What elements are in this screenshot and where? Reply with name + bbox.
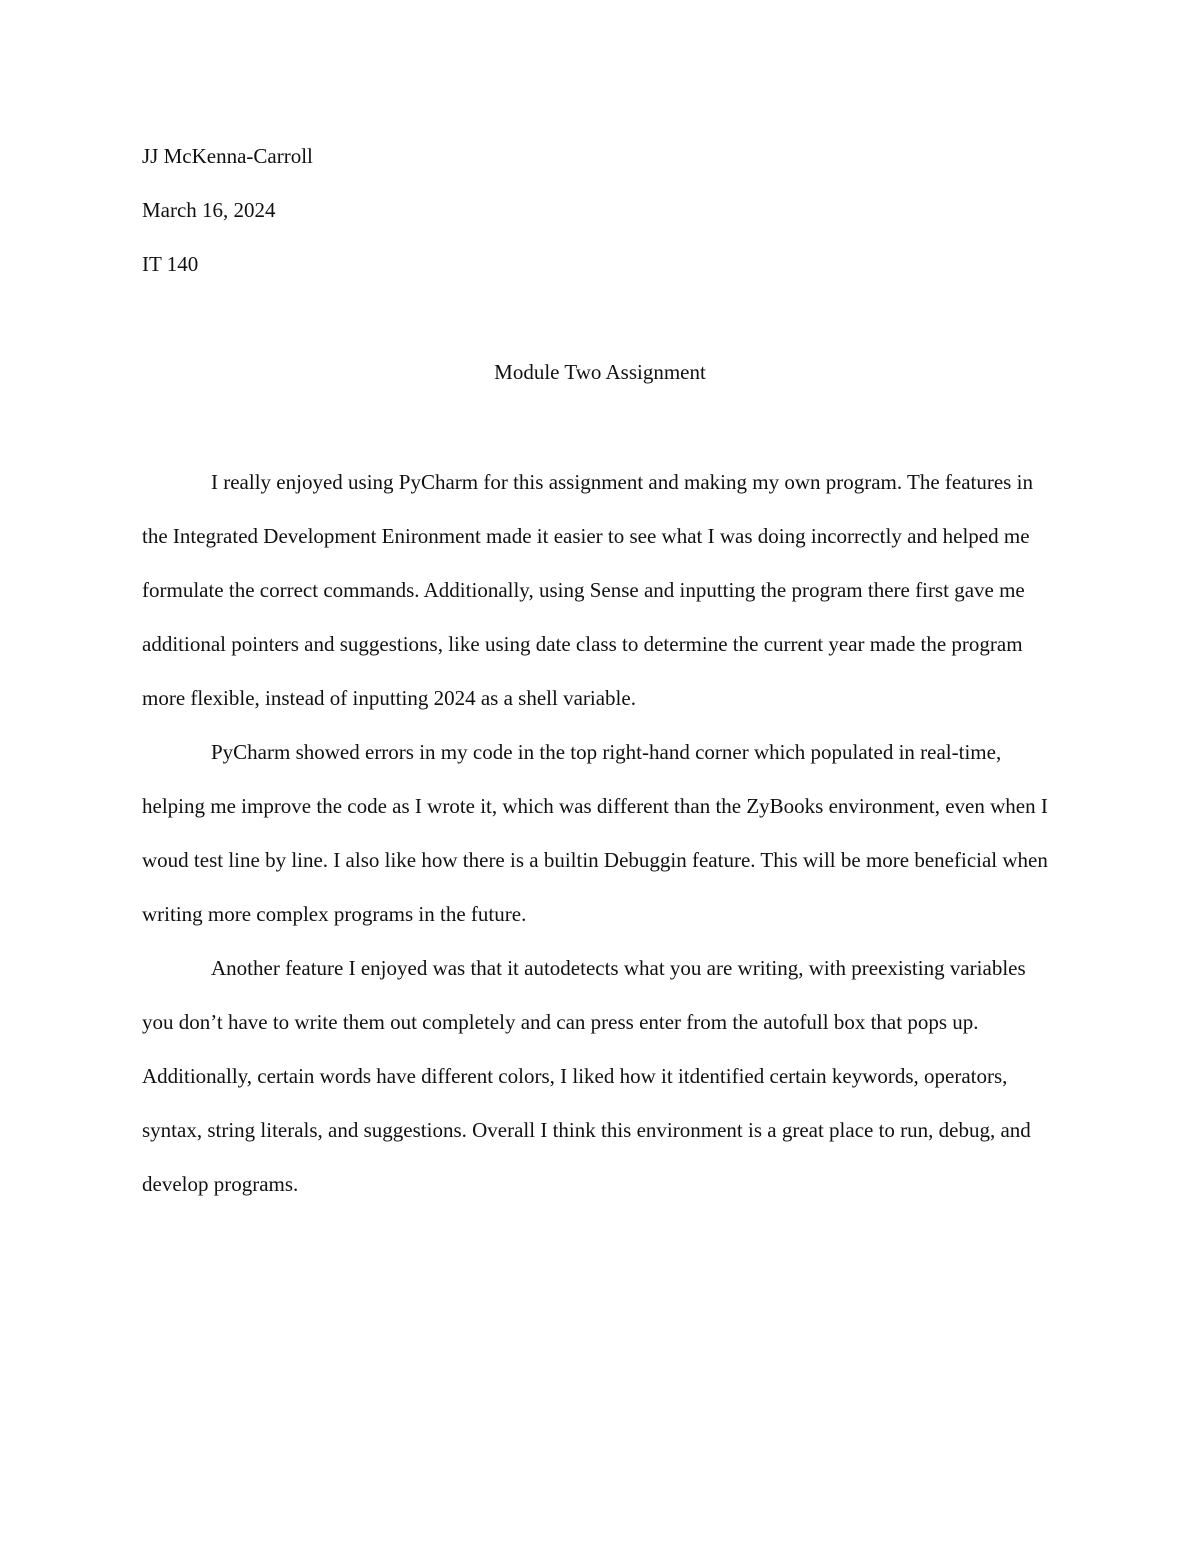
- document-date: March 16, 2024: [142, 198, 276, 222]
- paragraph-1: I really enjoyed using PyCharm for this assignment and making my own program. The features in the Integrated Development Enironment made it easier to see what I was doing incorrectly and helped me formulate the correct commands. Additionally, using Sense and inputting the program there first gave me additional pointers and suggestions, like using date class to determine the current year made the program more flexible, instead of inputting 2024 as a shell variable.: [142, 470, 1033, 710]
- document-body: [142, 455, 1057, 1211]
- author-name: JJ McKenna-Carroll: [142, 144, 313, 168]
- document-title: Module Two Assignment: [494, 360, 706, 384]
- paragraph-3: Another feature I enjoyed was that it autodetects what you are writing, with preexisting variables you don’t have to write them out completely and can press enter from the autofull box that pops up. Additionally, certain words have different colors, I liked how it itdentified certain keywords, operators, syntax, string literals, and suggestions. Overall I think this environment is a great place to run, debug, and develop programs.: [142, 956, 1031, 1196]
- course-code: IT 140: [142, 252, 199, 276]
- paragraph-2: PyCharm showed errors in my code in the top right-hand corner which populated in real-time, helping me improve the code as I wrote it, which was different than the ZyBooks environment, even when I woud test line by line. I also like how there is a builtin Debuggin feature. This will be more beneficial when writing more complex programs in the future.: [142, 740, 1048, 926]
